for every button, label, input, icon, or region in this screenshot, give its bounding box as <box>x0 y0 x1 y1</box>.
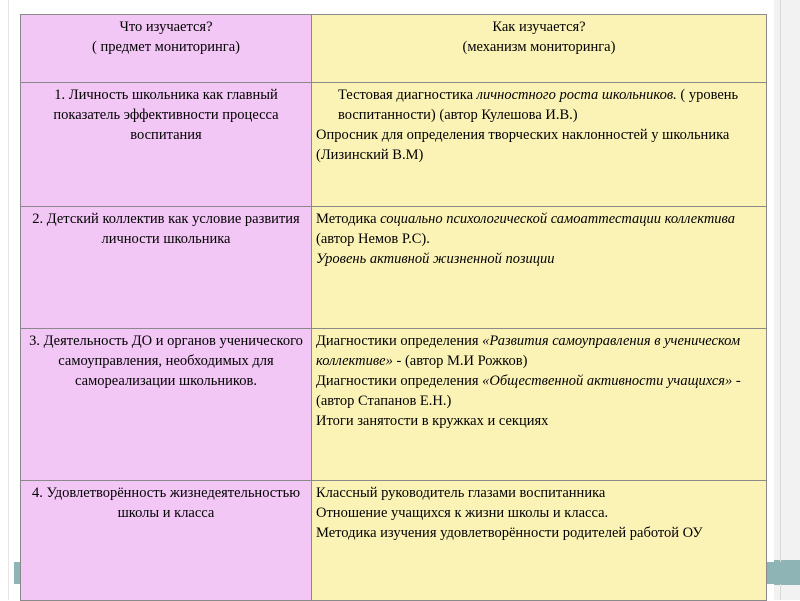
header-subject-title: Что изучается? <box>119 19 213 35</box>
method-cell <box>312 83 767 207</box>
method-cell <box>312 207 767 329</box>
method-text: Классный руководитель глазами воспитанника <box>316 485 606 501</box>
method-text: Методика изучения удовлетворённости родителей работой ОУ <box>316 525 703 541</box>
header-method-cell <box>312 15 767 83</box>
method-italic-text: «Общественной активности учащихся» - <box>482 373 741 389</box>
method-text: Диагностики определения <box>316 333 483 349</box>
subject-cell: 2. Детский коллектив как условие развития личности школьника <box>21 207 312 329</box>
table-row <box>21 207 767 329</box>
method-cell <box>312 481 767 601</box>
method-italic-text: «Развития самоуправления в ученическом коллективе» - <box>316 333 741 369</box>
table-header-row <box>21 15 767 83</box>
method-text: Диагностики определения <box>316 373 483 389</box>
method-italic-text: личностного роста школьников. <box>476 87 677 103</box>
header-subject-subtitle: ( предмет мониторинга) <box>92 39 240 55</box>
method-paragraph <box>316 483 762 503</box>
table-row <box>21 329 767 481</box>
method-paragraph <box>316 331 762 371</box>
method-text: ( уровень воспитанности) (автор Кулешова И.В.) <box>338 87 739 123</box>
method-paragraph <box>316 371 762 411</box>
subject-cell: 4. Удовлетворённость жизнедеятельностью школы и класса <box>21 481 312 601</box>
slide-right-rule <box>780 0 781 600</box>
method-text: (автор Немов Р.С). <box>316 231 430 247</box>
method-text: (автор М.И Рожков) <box>401 353 528 369</box>
slide-left-rule <box>8 0 9 600</box>
table-row <box>21 83 767 207</box>
method-text: Опросник для определения творческих наклонностей у школьника (Лизинский В.М) <box>316 127 730 163</box>
monitoring-table <box>20 14 767 601</box>
header-subject-cell <box>21 15 312 83</box>
method-paragraph <box>316 411 762 431</box>
method-italic-text: Уровень активной жизненной позиции <box>316 251 555 267</box>
method-text: Отношение учащихся к жизни школы и класса. <box>316 505 609 521</box>
method-paragraph <box>316 85 762 125</box>
method-text: (автор Стапанов Е.Н.) <box>316 393 452 409</box>
method-paragraph <box>316 249 762 269</box>
method-italic-text: социально психологической самоаттестации коллектива <box>380 211 735 227</box>
method-text: Итоги занятости в кружках и секциях <box>316 413 549 429</box>
subject-cell: 1. Личность школьника как главный показатель эффективности процесса воспитания <box>21 83 312 207</box>
method-paragraph <box>316 125 762 165</box>
subject-cell: 3. Деятельность ДО и органов ученического самоуправления, необходимых для самореализации школьников. <box>21 329 312 481</box>
method-paragraph <box>316 209 762 249</box>
table-row <box>21 481 767 601</box>
method-paragraph <box>316 523 762 543</box>
method-paragraph <box>316 503 762 523</box>
method-text: Методика <box>316 211 381 227</box>
header-method-subtitle: (механизм мониторинга) <box>462 39 616 55</box>
method-text: Тестовая диагностика <box>338 87 477 103</box>
slide-right-band <box>774 0 800 600</box>
header-method-title: Как изучается? <box>492 19 586 35</box>
method-cell <box>312 329 767 481</box>
